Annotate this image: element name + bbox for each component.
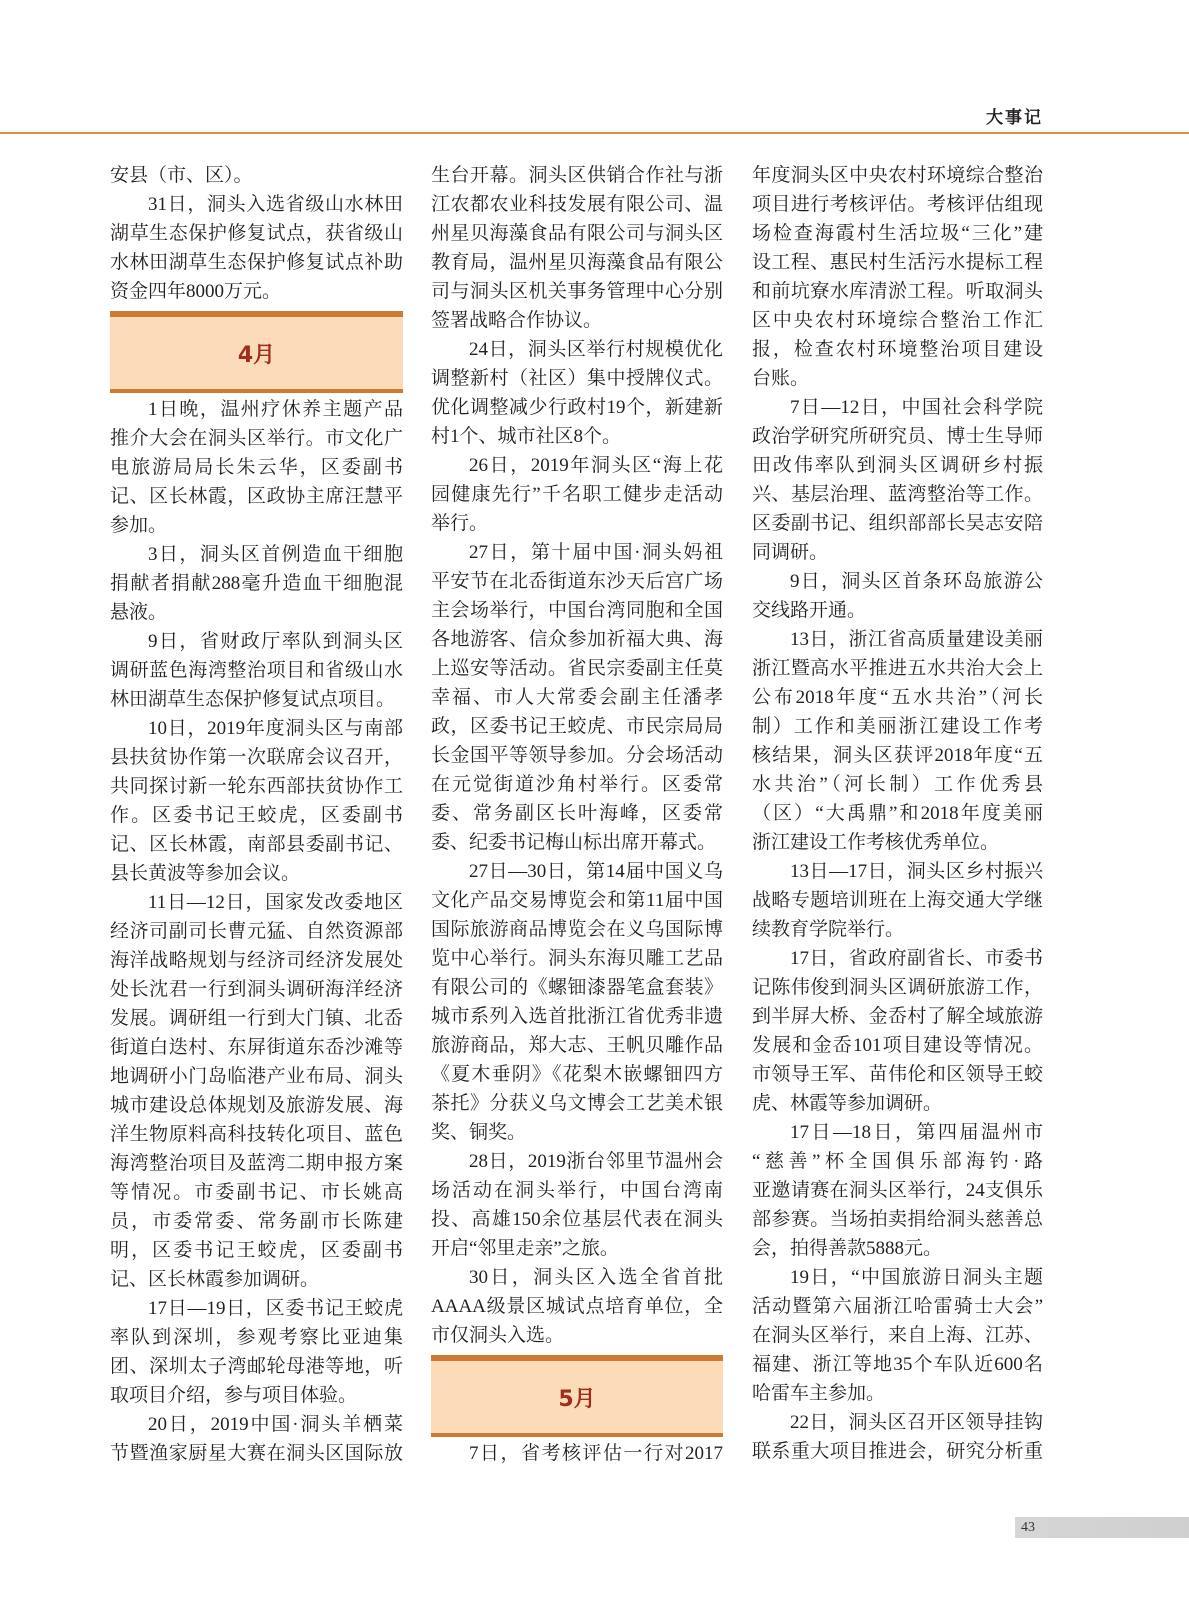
text-line: 到半屏大桥、金岙村了解全域旅游	[752, 1006, 1043, 1027]
text-line: 生台开幕。洞头区供销合作社与浙	[431, 165, 723, 186]
text-line: 海洋战略规划与经济司经济发展处	[110, 950, 403, 971]
text-line: 发展。调研组一行到大门镇、北岙	[110, 1008, 403, 1029]
text-line: 记、区长林霞，南部县委副书记、	[110, 834, 403, 855]
text-line: 设工程、惠民村生活污水提标工程	[752, 252, 1043, 273]
text-line: 览中心举行。洞头东海贝雕工艺品	[431, 948, 723, 969]
text-line: 项目进行考核评估。考核评估组现	[752, 194, 1043, 215]
text-line: 水共治”（河长制）工作优秀县	[752, 774, 1043, 795]
text-line: 园健康先行”千名职工健步走活动	[431, 484, 723, 505]
text-line: 兴、基层治理、蓝湾整治等工作。	[752, 484, 1043, 505]
header-rule	[0, 132, 1189, 134]
text-line: 10日，2019年度洞头区与南部	[148, 718, 403, 739]
text-line: 26日，2019年洞头区“海上花	[469, 455, 723, 476]
text-line: 活动暨第六届浙江哈雷骑士大会”	[752, 1296, 1043, 1317]
text-line: 同调研。	[752, 542, 829, 563]
text-line: 捐献者捐献288毫升造血干细胞混	[110, 573, 403, 594]
month-label: 4月	[237, 342, 276, 368]
paragraph	[752, 857, 1043, 944]
text-line: 7日，省考核评估一行对2017	[469, 1443, 723, 1464]
text-line: 电旅游局局长朱云华，区委副书	[110, 457, 403, 478]
text-line: 调研蓝色海湾整治项目和省级山水	[110, 660, 403, 681]
text-line: 各地游客、信众参加祈福大典、海	[431, 629, 723, 650]
text-line: 交线路开通。	[752, 600, 867, 621]
paragraph	[110, 714, 403, 888]
text-line: 明，区委书记王蛟虎，区委副书	[110, 1240, 403, 1261]
text-line: 上巡安等活动。省民宗委副主任莫	[431, 658, 723, 679]
text-line: 州星贝海藻食品有限公司与洞头区	[431, 223, 723, 244]
text-line: 田改伟率队到洞头区调研乡村振	[752, 455, 1043, 476]
paragraph	[110, 190, 403, 306]
paragraph	[752, 625, 1043, 857]
text-line: 场检查海霞村生活垃圾“三化”建	[752, 223, 1043, 244]
text-line: 水林田湖草生态保护修复试点补助	[110, 252, 403, 273]
paragraph	[110, 627, 403, 714]
text-line: 奖、铜奖。	[431, 1122, 527, 1143]
paragraph	[110, 1294, 403, 1410]
page-number: 43	[1021, 1520, 1035, 1535]
text-line: 17日—18日，第四届温州市	[790, 1122, 1043, 1143]
text-line: 资金四年8000万元。	[110, 281, 282, 302]
text-line: 城市系列入选首批浙江省优秀非遗	[431, 1006, 723, 1027]
paragraph	[431, 1147, 723, 1263]
text-line: 公布2018年度“五水共治”（河长	[752, 687, 1043, 708]
paragraph	[431, 451, 723, 538]
text-line: 主会场举行，中国台湾同胞和全国	[431, 600, 723, 621]
paragraph	[110, 888, 403, 1294]
text-line: 17日—19日，区委书记王蛟虎	[148, 1298, 403, 1319]
section-title: 大事记	[986, 108, 1043, 128]
text-line: 取项目介绍，参与项目体验。	[110, 1385, 358, 1406]
text-line: 率队到深圳，参观考察比亚迪集	[110, 1327, 403, 1348]
page-number-bar	[1015, 1517, 1189, 1538]
text-line: 平安节在北岙街道东沙天后宫广场	[431, 571, 723, 592]
text-line: AAAA级景区城试点培育单位，全	[431, 1296, 723, 1317]
text-line: 11日—12日，国家发改委地区	[148, 892, 403, 913]
paragraph	[431, 857, 723, 1147]
text-line: 虎、林霞等参加调研。	[752, 1093, 943, 1114]
text-line: 安县（市、区）。	[110, 165, 253, 186]
text-line: 节暨渔家厨星大赛在洞头区国际放	[110, 1443, 403, 1464]
text-line: 湖草生态保护修复试点，获省级山	[110, 223, 403, 244]
text-line: 福建、浙江等地35个车队近600名	[752, 1354, 1043, 1375]
text-line: 17日，省政府副省长、市委书	[790, 948, 1043, 969]
text-line: 24日，洞头区举行村规模优化	[469, 339, 723, 360]
text-line: 在元觉街道沙角村举行。区委常	[431, 774, 723, 795]
text-line: 市仅洞头入选。	[431, 1325, 565, 1346]
text-line: 江农都农业科技发展有限公司、温	[431, 194, 723, 215]
text-line: 13日，浙江省高质量建设美丽	[790, 629, 1043, 650]
text-line: 27日—30日，第14届中国义乌	[469, 861, 723, 882]
paragraph	[431, 161, 723, 335]
text-line: 员，市委常委、常务副市长陈建	[110, 1211, 403, 1232]
month-label: 5月	[558, 1386, 596, 1412]
text-line: 区委副书记、组织部部长吴志安陪	[752, 513, 1043, 534]
text-line: 发展和金岙101项目建设等情况。	[752, 1035, 1043, 1056]
paragraph	[752, 944, 1043, 1118]
text-line: 幸福、市人大常委会副主任潘孝	[431, 687, 723, 708]
text-line: 教育局，温州星贝海藻食品有限公	[431, 252, 723, 273]
text-line: 区中央农村环境综合整治工作汇	[752, 310, 1043, 331]
text-line: 市领导王军、苗伟伦和区领导王蛟	[752, 1064, 1043, 1085]
text-line: 在洞头区举行，来自上海、江苏、	[752, 1325, 1043, 1346]
paragraph	[110, 1410, 403, 1468]
text-line: 处长沈君一行到洞头调研海洋经济	[110, 979, 403, 1000]
text-line: 委、常务副区长叶海峰，区委常	[431, 803, 723, 824]
text-line: 地调研小门岛临港产业布局、洞头	[110, 1066, 403, 1087]
text-line: 调整新村（社区）集中授牌仪式。	[431, 368, 723, 389]
text-line: 战略专题培训班在上海交通大学继	[752, 890, 1043, 911]
text-line: 台账。	[752, 368, 810, 389]
text-line: 洋生物原料高科技转化项目、蓝色	[110, 1124, 403, 1145]
text-line: 浙江暨高水平推进五水共治大会上	[752, 658, 1043, 679]
text-line: 参加。	[110, 515, 168, 536]
text-line: 政，区委书记王蛟虎、市民宗局局	[431, 716, 723, 737]
text-line: 会，拍得善款5888元。	[752, 1238, 943, 1259]
text-line: 和前坑寮水库清淤工程。听取洞头	[752, 281, 1043, 302]
text-line: 作。区委书记王蛟虎，区委副书	[110, 805, 403, 826]
text-line: 31日，洞头入选省级山水林田	[148, 194, 403, 215]
paragraph	[752, 393, 1043, 567]
text-line: 20日，2019中国·洞头羊栖菜	[148, 1414, 403, 1435]
text-line: 街道白迭村、东屏街道东岙沙滩等	[110, 1037, 403, 1058]
text-line: 共同探讨新一轮东西部扶贫协作工	[110, 776, 403, 797]
text-line: 《夏木垂阴》《花梨木嵌螺钿四方	[431, 1064, 723, 1085]
paragraph	[110, 161, 403, 190]
text-line: 记、区长林霞，区政协主席汪慧平	[110, 486, 403, 507]
paragraph	[431, 335, 723, 451]
text-line: 推介大会在洞头区举行。市文化广	[110, 428, 403, 449]
text-line: 报，检查农村环境整治项目建设	[752, 339, 1043, 360]
paragraph	[752, 161, 1043, 393]
text-line: 政治学研究所研究员、博士生导师	[752, 426, 1043, 447]
text-line: 县扶贫协作第一次联席会议召开，	[110, 747, 403, 768]
text-line: 场活动在洞头举行，中国台湾南	[431, 1180, 723, 1201]
text-line: 签署战略合作协议。	[431, 310, 603, 331]
text-line: 团、深圳太子湾邮轮母港等地，听	[110, 1356, 403, 1377]
text-line: 9日，省财政厅率队到洞头区	[148, 631, 403, 652]
text-line: 9日，洞头区首条环岛旅游公	[790, 571, 1043, 592]
text-column-3	[752, 161, 1043, 1466]
paragraph	[110, 395, 403, 540]
text-line: 城市建设总体规划及旅游发展、海	[110, 1095, 403, 1116]
paragraph	[752, 567, 1043, 625]
text-line: 旅游商品，郑大志、王帆贝雕作品	[431, 1035, 723, 1056]
text-line: “慈善”杯全国俱乐部海钓·路	[752, 1151, 1043, 1172]
text-line: 续教育学院举行。	[752, 919, 905, 940]
text-line: 亚邀请赛在洞头区举行，24支俱乐	[752, 1180, 1043, 1201]
paragraph	[431, 538, 723, 857]
text-line: 村1个、城市社区8个。	[431, 426, 622, 447]
text-line: 部参赛。当场拍卖捐给洞头慈善总	[752, 1209, 1043, 1230]
text-line: 制）工作和美丽浙江建设工作考	[752, 716, 1043, 737]
text-line: 28日，2019浙台邻里节温州会	[469, 1151, 723, 1172]
text-line: 3日，洞头区首例造血干细胞	[148, 544, 403, 565]
paragraph	[752, 1118, 1043, 1263]
text-line: 19日，“中国旅游日洞头主题	[790, 1267, 1043, 1288]
paragraph	[431, 1263, 723, 1350]
text-line: 有限公司的《螺钿漆器笔盒套装》	[431, 977, 723, 998]
month-heading	[431, 1355, 723, 1437]
text-line: 27日，第十届中国·洞头妈祖	[469, 542, 723, 563]
text-line: 优化调整减少行政村19个，新建新	[431, 397, 723, 418]
text-line: 22日，洞头区召开区领导挂钩	[790, 1412, 1043, 1433]
text-line: 投、高雄150余位基层代表在洞头	[431, 1209, 723, 1230]
text-line: 经济司副司长曹元猛、自然资源部	[110, 921, 403, 942]
text-line: 30日，洞头区入选全省首批	[469, 1267, 723, 1288]
text-line: 记、区长林霞参加调研。	[110, 1269, 320, 1290]
text-line: 年度洞头区中央农村环境综合整治	[752, 165, 1043, 186]
text-line: 长金国平等领导参加。分会场活动	[431, 745, 723, 766]
text-line: 悬液。	[110, 602, 168, 623]
text-line: 等情况。市委副书记、市长姚高	[110, 1182, 403, 1203]
text-line: 海湾整治项目及蓝湾二期申报方案	[110, 1153, 403, 1174]
text-line: 1日晚，温州疗休养主题产品	[148, 399, 403, 420]
text-line: 举行。	[431, 513, 489, 534]
paragraph	[752, 1408, 1043, 1466]
text-line: 国际旅游商品博览会在义乌国际博	[431, 919, 723, 940]
text-line: 茶托》分获义乌文博会工艺美术银	[431, 1093, 723, 1114]
text-line: 13日—17日，洞头区乡村振兴	[790, 861, 1043, 882]
text-line: 联系重大项目推进会，研究分析重	[752, 1441, 1043, 1462]
text-column-1	[110, 161, 403, 1468]
text-line: 委、纪委书记梅山标出席开幕式。	[431, 832, 717, 853]
text-line: 浙江建设工作考核优秀单位。	[752, 832, 1000, 853]
paragraph	[431, 1439, 723, 1468]
text-line: 司与洞头区机关事务管理中心分别	[431, 281, 723, 302]
paragraph	[110, 540, 403, 627]
text-line: 县长黄波等参加会议。	[110, 863, 301, 884]
text-line: 开启“邻里走亲”之旅。	[431, 1238, 619, 1259]
paragraph	[752, 1263, 1043, 1408]
text-line: （区）“大禹鼎”和2018年度美丽	[752, 803, 1043, 824]
text-line: 林田湖草生态保护修复试点项目。	[110, 689, 396, 710]
text-line: 7日—12日，中国社会科学院	[790, 397, 1043, 418]
month-heading	[110, 311, 403, 393]
text-line: 文化产品交易博览会和第11届中国	[431, 890, 723, 911]
text-line: 核结果，洞头区获评2018年度“五	[752, 745, 1043, 766]
text-line: 哈雷车主参加。	[752, 1383, 886, 1404]
text-line: 记陈伟俊到洞头区调研旅游工作，	[752, 977, 1043, 998]
text-column-2	[431, 161, 723, 1468]
